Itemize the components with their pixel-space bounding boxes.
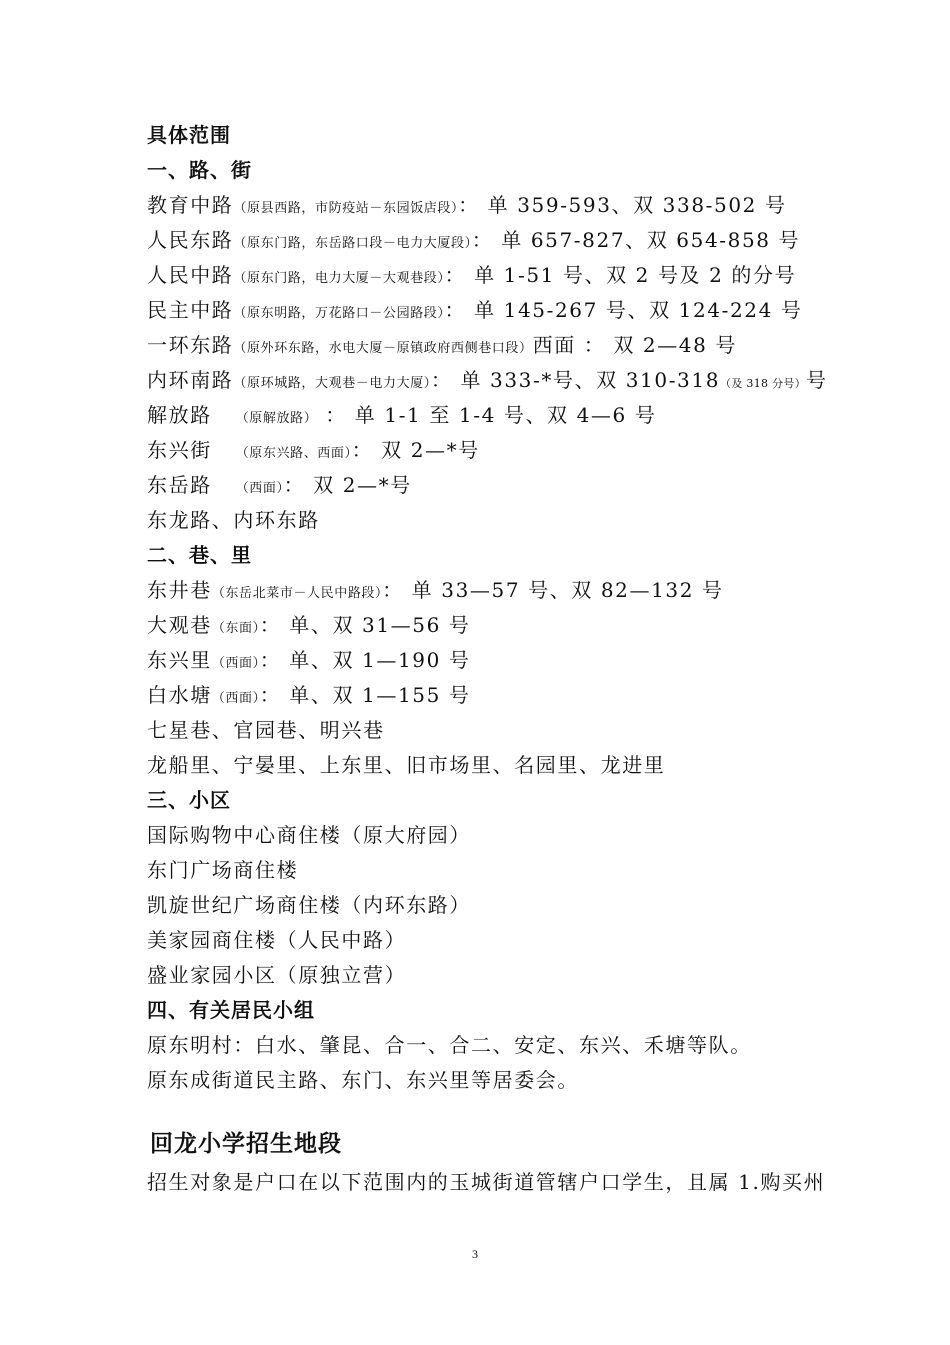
section-title-roads: 一、路、街 [147, 158, 252, 182]
section-title-lanes: 二、巷、里 [147, 543, 252, 567]
list-item: 盛业家园小区（原独立营） [147, 963, 407, 987]
list-item: 原东成街道民主路、东门、东兴里等居委会。 [147, 1068, 579, 1092]
list-item: 一环东路（原外环东路，水电大厦－原镇政府西侧巷口段）西面 ： 双 2—48 号 [147, 333, 738, 357]
list-item: 东井巷（东岳北菜市－人民中路段）： 单 33—57 号、双 82—132 号 [147, 578, 724, 602]
list-item: 人民中路（原东门路，电力大厦－大观巷段）： 单 1-51 号、双 2 号及 2 的分号 [147, 263, 797, 287]
list-item: 大观巷（东面）： 单、双 31—56 号 [147, 613, 471, 637]
list-item: 国际购物中心商住楼（原大府园） [147, 823, 471, 847]
list-item: 东兴里（西面）： 单、双 1—190 号 [147, 648, 471, 672]
list-item: 解放路 （原解放路） ： 单 1-1 至 1-4 号、双 4—6 号 [147, 403, 657, 427]
list-item: 七星巷、官园巷、明兴巷 [147, 718, 385, 742]
list-item: 东龙路、内环东路 [147, 508, 320, 532]
scope-title: 具体范围 [147, 123, 231, 147]
list-item: 教育中路（原县西路，市防疫站－东园饭店段）： 单 359-593、双 338-502 号 [147, 193, 787, 217]
list-item: 内环南路（原环城路，大观巷－电力大厦）： 单 333-*号、双 310-318（及 318 分号）号 [147, 368, 828, 392]
document-content [147, 118, 867, 1200]
spacer [147, 1098, 867, 1124]
school-title: 回龙小学招生地段 [150, 1131, 342, 1157]
list-item: 东门广场商住楼 [147, 858, 299, 882]
school-intro: 招生对象是户口在以下范围内的玉城街道管辖户口学生，且属 1.购买州 [147, 1170, 826, 1194]
list-item: 人民东路（原东门路，东岳路口段－电力大厦段）： 单 657-827、双 654-858 号 [147, 228, 801, 252]
list-item: 白水塘（西面）： 单、双 1—155 号 [147, 683, 471, 707]
list-item: 原东明村：白水、肇昆、合一、合二、安定、东兴、禾塘等队。 [147, 1033, 752, 1057]
list-item: 美家园商住楼（人民中路） [147, 928, 407, 952]
list-item: 凯旋世纪广场商住楼（内环东路） [147, 893, 471, 917]
list-item: 东岳路 （西面）： 双 2—*号 [147, 473, 412, 497]
page-number: 3 [472, 1247, 478, 1261]
section-title-communities: 三、小区 [147, 788, 231, 812]
list-item: 民主中路（原东明路，万花路口－公园路段）： 单 145-267 号、双 124-224 号 [147, 298, 803, 322]
list-item: 东兴街 （原东兴路、西面）： 双 2—*号 [147, 438, 480, 462]
list-item: 龙船里、宁晏里、上东里、旧市场里、名园里、龙进里 [147, 753, 666, 777]
section-title-resident-groups: 四、有关居民小组 [147, 998, 315, 1022]
